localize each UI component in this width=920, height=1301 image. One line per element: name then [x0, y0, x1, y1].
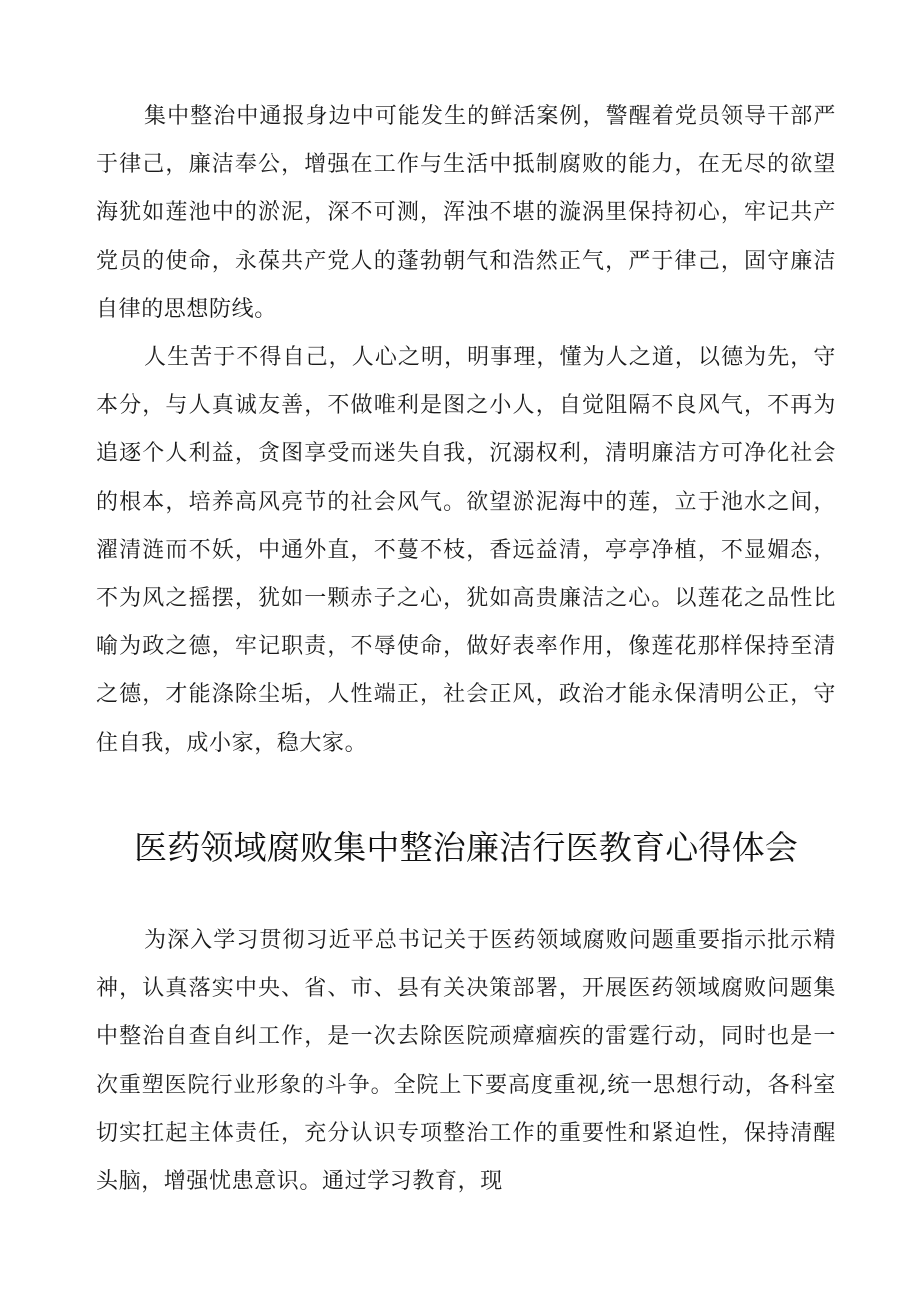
- article-title: 医药领域腐败集中整治廉洁行医教育心得体会: [134, 828, 798, 867]
- article-body-paragraph: 为深入学习贯彻习近平总书记关于医药领域腐败问题重要指示批示精神，认真落实中央、省、市、县有关决策部署，开展医药领域腐败问题集中整治自查自纠工作，是一次去除医院顽瘴痼疾的雷霆行动，同时也是一次重塑医院行业形象的斗争。全院上下要高度重视,统一思想行动，各科室切实扛起主体责任，充分认识专项整治工作的重要性和紧迫性，保持清醒头脑，增强忧患意识。通过学习教育，现: [96, 928, 836, 1195]
- paragraph-2: 人生苦于不得自己，人心之明，明事理，懂为人之道，以德为先，守本分，与人真诚友善，不做唯利是图之小人，自觉阻隔不良风气，不再为追逐个人利益，贪图享受而迷失自我，沉溺权利，清明廉洁方可净化社会的根本，培养高风亮节的社会风气。欲望淤泥海中的莲，立于池水之间，濯清涟而不妖，中通外直，不蔓不枝，香远益清，亭亭净植，不显媚态，不为风之摇摆，犹如一颗赤子之心，犹如高贵廉洁之心。以莲花之品性比喻为政之德，牢记职责，不辱使命，做好表率作用，像莲花那样保持至清之德，才能涤除尘垢，人性端正，社会正风，政治才能永保清明公正，守住自我，成小家，稳大家。: [96, 345, 836, 756]
- paragraph-1: 集中整治中通报身边中可能发生的鲜活案例，警醒着党员领导干部严于律己，廉洁奉公，增强在工作与生活中抵制腐败的能力，在无尽的欲望海犹如莲池中的淤泥，深不可测，浑浊不堪的漩涡里保持初心，牢记共产党员的使命，永葆共产党人的蓬勃朝气和浩然正气，严于律己，固守廉洁自律的思想防线。: [96, 104, 836, 322]
